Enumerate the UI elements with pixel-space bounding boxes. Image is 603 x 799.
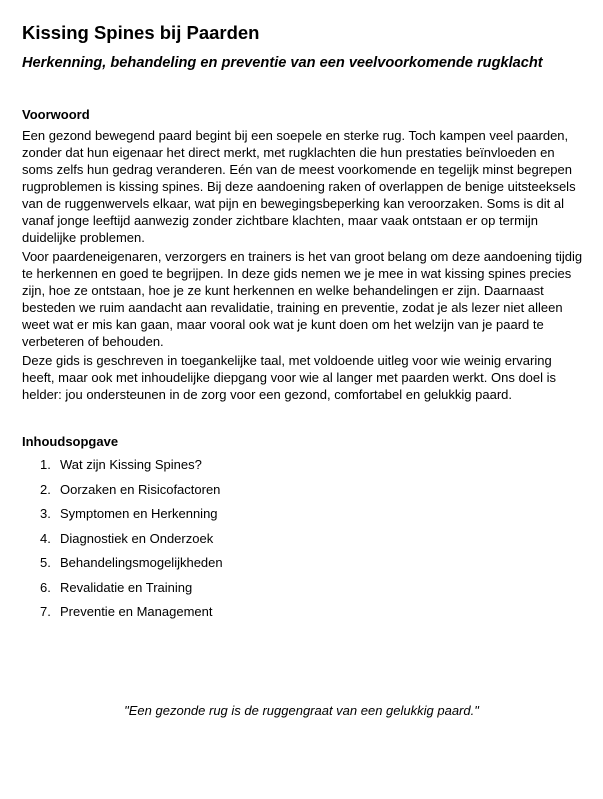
closing-quote: "Een gezonde rug is de ruggengraat van een gelukkig paard.": [124, 703, 479, 718]
toc-item-label: Preventie en Management: [60, 604, 213, 619]
toc-item-number: 5.: [40, 555, 51, 570]
toc-item-number: 2.: [40, 481, 51, 497]
toc-item-label: Symptomen en Herkenning: [60, 506, 218, 521]
toc-item-number: 4.: [40, 530, 51, 546]
toc-heading: Inhoudsopgave: [22, 434, 119, 449]
toc-item-number: 3.: [40, 506, 51, 521]
toc-item-number: 1.: [40, 457, 51, 472]
document-subtitle: Herkenning, behandeling en preventie van een veelvoorkomende rugklacht: [22, 55, 543, 71]
toc-item-label: Behandelingsmogelijkheden: [60, 555, 223, 570]
foreword-paragraph-1: Een gezond bewegend paard begint bij een soepele en sterke rug. Toch kampen veel paarden, zonder dat hun eigenaar het direct merkt, met rugklachten die hun prestaties beïnvloeden en soms zelfs hun gedrag veranderen. Eén van de meest voorkomende en tegelijk minst begrepen rugproblemen is kissing spines. Bij deze aandoening raken of overlappen de benige uitsteeksels van de ruggenwervels elkaar, wat pijn en bewegingsbeperking kan veroorzaken. Soms is dit al vanaf jonge leeftijd aanwezig zonder zichtbare klachten, maar vaak ontstaan er op termijn duidelijke problemen.: [22, 128, 576, 245]
foreword-paragraph-2: Voor paardeneigenaren, verzorgers en trainers is het van groot belang om deze aandoening tijdig te herkennen en goed te begrijpen. In deze gids nemen we je mee in wat kissing spines precies zijn, hoe ze ontstaan, hoe je ze kunt herkennen en welke behandelingen er zijn. Daarnaast besteden we ruim aandacht aan revalidatie, training en preventie, zodat je als lezer niet alleen weet wat er mis kan gaan, maar vooral ook wat je kunt doen om het welzijn van je paard te verbeteren of behouden.: [22, 249, 583, 349]
toc-item-label: Diagnostiek en Onderzoek: [60, 530, 214, 546]
toc-item-label: Oorzaken en Risicofactoren: [60, 481, 221, 497]
toc-item-number: 7.: [40, 604, 51, 619]
toc-item-number: 6.: [40, 579, 51, 595]
foreword-heading: Voorwoord: [22, 107, 90, 122]
foreword-paragraph-3: Deze gids is geschreven in toegankelijke taal, met voldoende uitleg voor wie weinig ervaring heeft, maar ook met inhoudelijke diepgang voor wie al langer met paarden werkt. Ons doel is helder: jou ondersteunen in de zorg voor een gezond, comfortabel en gelukkig paard.: [22, 353, 557, 402]
document-title: Kissing Spines bij Paarden: [22, 22, 260, 43]
toc-item-label: Revalidatie en Training: [60, 579, 193, 595]
toc-item-label: Wat zijn Kissing Spines?: [60, 457, 202, 472]
